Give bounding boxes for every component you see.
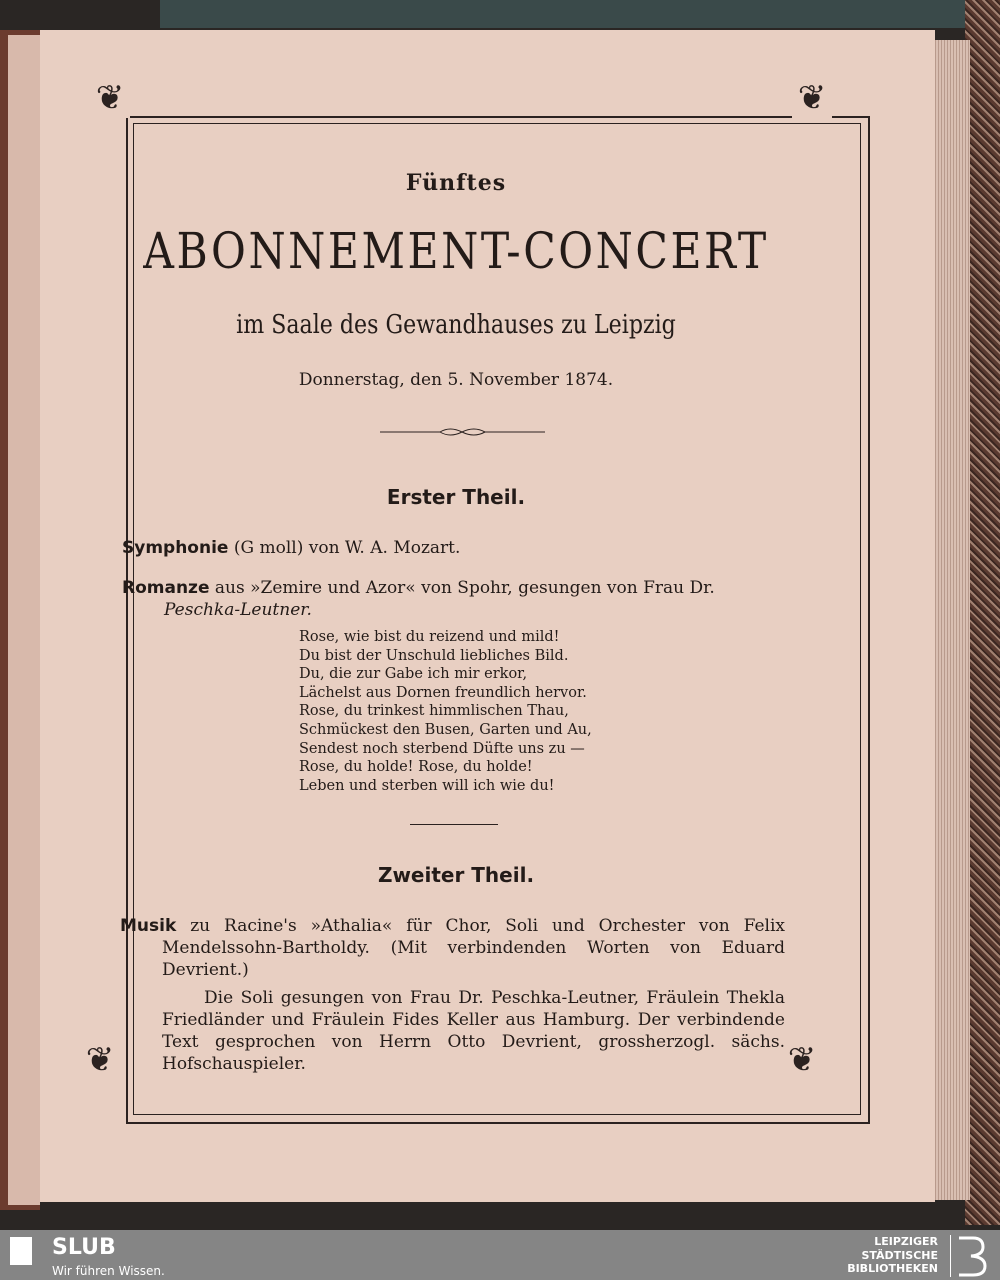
item-text: aus »Zemire und Azor« von Spohr, gesungen von Frau Dr. (209, 578, 715, 598)
soloists-text: Die Soli gesungen von Frau Dr. Peschka-Leutner, Fräulein Thekla Friedländer und Fräulein Fides Keller aus Hamburg. Der verbindende Text gesprochen von Herrn Otto Devrient, grossherzogl. sächs. Hofschauspieler. (162, 988, 785, 1074)
lsb-line: LEIPZIGER (874, 1235, 938, 1248)
item-label: Symphonie (122, 538, 229, 558)
poem-line: Leben und sterben will ich wie du! (299, 777, 555, 794)
heading-small: Fünftes (405, 170, 507, 196)
lsb-logo-text[interactable] (847, 1235, 938, 1276)
divider-ornament-icon (380, 426, 545, 438)
footer-bar (0, 1230, 1000, 1280)
poem-line: Rose, du trinkest himmlischen Thau, (299, 703, 569, 720)
item-label: Romanze (122, 578, 210, 598)
poem-line: Du, die zur Gabe ich mir erkor, (299, 666, 528, 683)
poem-line: Du bist der Unschuld liebliches Bild. (299, 647, 569, 664)
date: Donnerstag, den 5. November 1874. (298, 370, 614, 390)
program-item-romanze (122, 577, 787, 621)
book-cover-top (160, 0, 970, 28)
part2-title: Zweiter Theil. (377, 863, 535, 887)
part1-title: Erster Theil. (386, 485, 526, 509)
item-label: Musik (120, 916, 177, 936)
lsb-line: BIBLIOTHEKEN (847, 1262, 938, 1275)
poem-line: Lächelst aus Dornen freundlich hervor. (299, 684, 587, 701)
corner-ornament-icon: ❦ (792, 78, 832, 118)
item-performer: Peschka-Leutner. (164, 600, 312, 620)
corner-ornament-icon: ❦ (80, 1040, 120, 1080)
heading-large: ABONNEMENT-CONCERT (143, 222, 769, 280)
item-text: zu Racine's »Athalia« für Chor, Soli und Orchester von Felix Mendelssohn-Bartholdy. (Mit verbindenden Worten von Eduard Devrient.) (162, 916, 785, 980)
corner-ornament-icon: ❦ (90, 78, 130, 118)
document-page (40, 30, 935, 1202)
lsb-b-logo-icon (950, 1235, 991, 1277)
book-icon (10, 1237, 32, 1265)
item-text: (G moll) von W. A. Mozart. (228, 538, 461, 558)
facing-page-edge (8, 35, 40, 1205)
poem-line: Schmückest den Busen, Garten und Au, (299, 721, 592, 738)
page-stack-edge (930, 40, 970, 1200)
slub-logo-text[interactable]: SLUB (52, 1235, 116, 1260)
venue: im Saale des Gewandhauses zu Leipzig (236, 310, 676, 340)
poem-line: Rose, wie bist du reizend und mild! (299, 629, 560, 645)
poem-line: Rose, du holde! Rose, du holde! (299, 759, 533, 776)
poem (299, 628, 592, 795)
slub-tagline: Wir führen Wissen. (52, 1264, 165, 1278)
program-item-symphonie (122, 537, 787, 559)
book-cover-right (965, 0, 1000, 1225)
divider-rule (410, 824, 498, 825)
corner-ornament-icon: ❦ (782, 1040, 822, 1080)
program-item-musik (120, 915, 785, 1075)
lsb-line: STÄDTISCHE (861, 1248, 938, 1262)
poem-line: Sendest noch sterbend Düfte uns zu — (299, 740, 585, 757)
